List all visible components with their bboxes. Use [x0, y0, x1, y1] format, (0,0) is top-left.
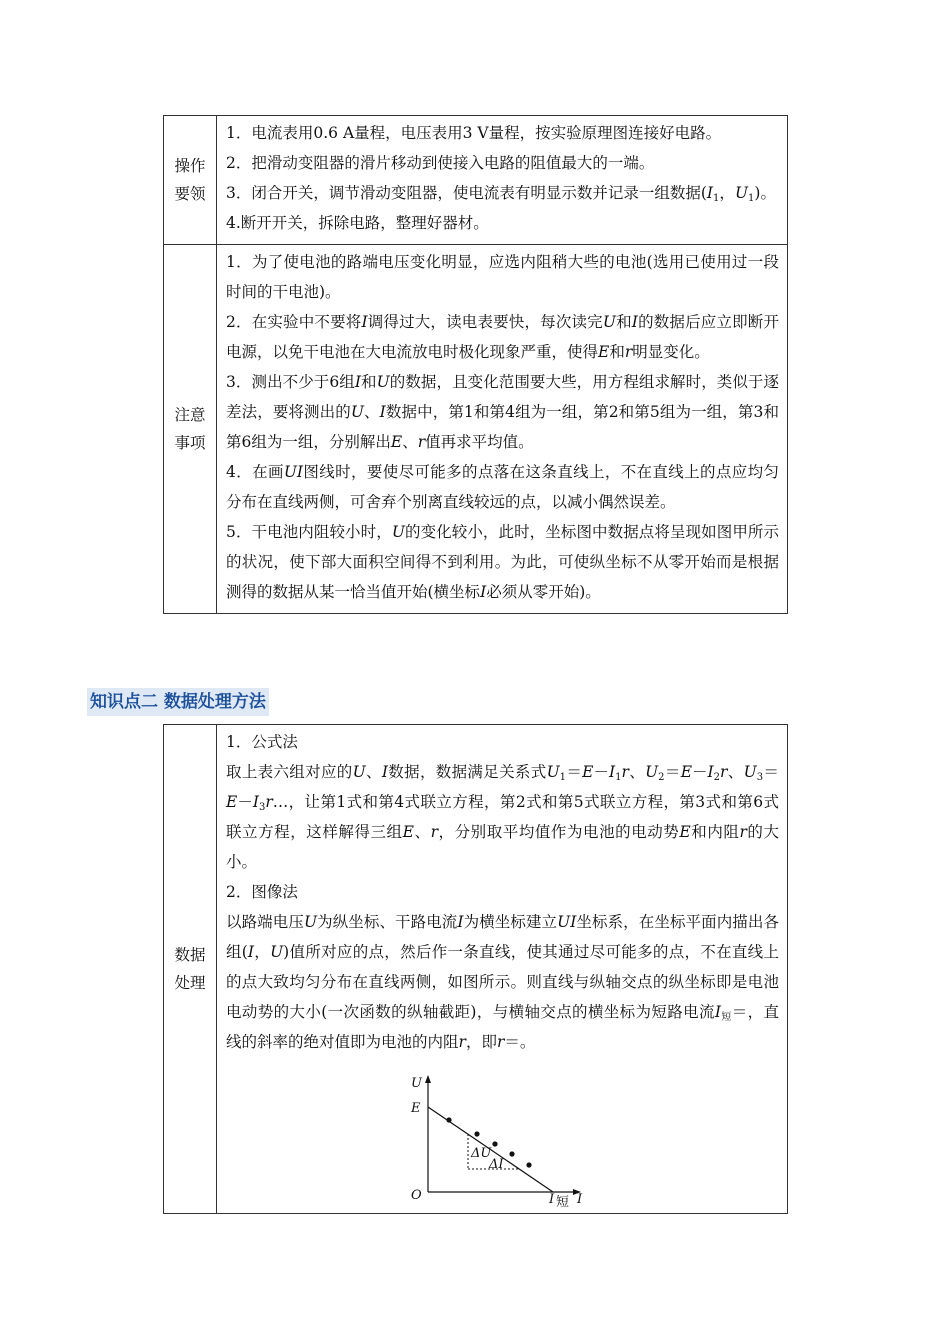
- ui-graph-figure: [393, 1067, 613, 1207]
- note-line-4: 4．在画UI图线时，要使尽可能多的点落在这条直线上，不在直线上的点应均匀分布在直线两侧，可舍弃个别离直线较远的点，以减小偶然误差。: [226, 463, 779, 511]
- op-line-4: 4.断开开关，拆除电路，整理好器材。: [226, 214, 489, 232]
- i-axis-label: I: [576, 1192, 582, 1207]
- data-point: [492, 1141, 497, 1146]
- operation-row: [164, 116, 788, 245]
- u-axis-label: U: [410, 1076, 422, 1091]
- notes-row: [164, 245, 788, 614]
- processing-row: [164, 725, 788, 1214]
- note-line-3: 3．测出不少于6组I和U的数据，且变化范围要大些，用方程组求解时，类似于逐差法，要将测出的U、I数据中，第1和第4组为一组，第2和第5组为一组，第3和第6组为一组，分别解出E、r值再求平均值。: [226, 373, 779, 451]
- processing-content-cell: [217, 725, 788, 1214]
- graph-text: 以路端电压U为纵坐标、干路电流I为横坐标建立UI坐标系，在坐标平面内描出各组(I，U)值所对应的点，然后作一条直线，使其通过尽可能多的点，不在直线上的点大致均匀分布在直线两侧，如图所示。则直线与纵轴交点的纵坐标即是电池电动势的大小(一次函数的纵轴截距)，与横轴交点的横坐标为短路电流$I_短=$，直线的斜率的绝对值即为电池的内阻r，即r＝。: [226, 913, 779, 1051]
- experiment-table: [163, 115, 788, 614]
- note-line-5: 5．干电池内阻较小时，U的变化较小，此时，坐标图中数据点将呈现如图甲所示的状况，使下部大面积空间得不到利用。为此，可使纵坐标不从零开始而是根据测得的数据从某一恰当值开始(横坐标I必须从零开始)。: [226, 523, 779, 601]
- processing-label-cell: 数据 处理: [164, 725, 217, 1214]
- graph-heading: 2．图像法: [226, 883, 298, 901]
- u-axis-arrow-icon: [425, 1075, 431, 1083]
- op-line-1: 1．电流表用0.6 A量程，电压表用3 V量程，按实验原理图连接好电路。: [226, 124, 722, 142]
- operation-content-cell: [217, 116, 788, 245]
- op-line-3: 3．闭合开关，调节滑动变阻器，使电流表有明显示数并记录一组数据($I_1$，$U_1$)。: [226, 184, 776, 204]
- delta-i-label: ΔI: [488, 1157, 504, 1172]
- formula-text: 取上表六组对应的U、I数据，数据满足关系式$U_1=E-I_1r$、$U_2=E-I_2r$、$U_3=E-I_3r\dots$，让第1式和第4式联立方程，第2式和第5式联立方程，第3式和第6式联立方程，这样解得三组E、r，分别取平均值作为电池的电动势E和内阻r的大小。: [226, 763, 779, 871]
- data-point: [474, 1131, 479, 1136]
- origin-label: O: [410, 1188, 422, 1203]
- section-title: 知识点二 数据处理方法: [87, 688, 269, 716]
- op-line-2: 2．把滑动变阻器的滑片移动到使接入电路的阻值最大的一端。: [226, 154, 655, 172]
- delta-u-label: ΔU: [470, 1146, 491, 1161]
- note-line-1: 1．为了使电池的路端电压变化明显，应选内阻稍大些的电池(选用已使用过一段时间的干电池)。: [226, 253, 779, 301]
- data-point: [509, 1151, 514, 1156]
- formula-heading: 1．公式法: [226, 733, 298, 751]
- isc-label: I: [548, 1192, 554, 1207]
- e-label: E: [410, 1101, 420, 1116]
- operation-label-cell: 操作 要领: [164, 116, 217, 245]
- isc-subscript: 短: [555, 1195, 569, 1207]
- notes-label-cell: 注意 事项: [164, 245, 217, 614]
- notes-content-cell: [217, 245, 788, 614]
- data-processing-table: [163, 724, 788, 1214]
- data-point: [526, 1162, 531, 1167]
- note-line-2: 2．在实验中不要将I调得过大，读电表要快，每次读完U和I的数据后应立即断开电源，以免干电池在大电流放电时极化现象严重，使得E和r明显变化。: [226, 313, 779, 361]
- data-point: [446, 1117, 451, 1122]
